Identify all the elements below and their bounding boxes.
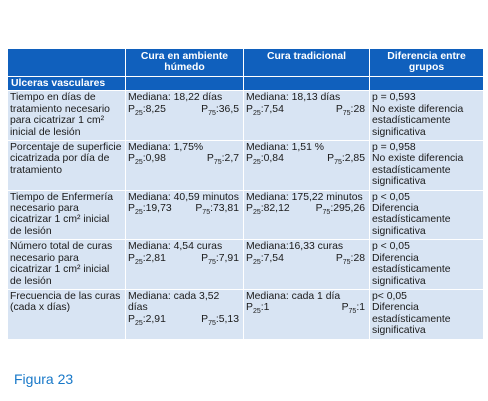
p75-percentile: $P_{75}:28$ (335, 103, 365, 117)
section-filler (126, 77, 244, 91)
traditional-cure-cell (244, 141, 370, 191)
median-value: Mediana: cada 3,52 días (128, 290, 220, 314)
p25-percentile: $P_{25}:19,73$ (128, 203, 172, 217)
difference-cell (370, 91, 484, 141)
difference-verdict: No existe diferencia estadísticamente significativa (372, 153, 464, 188)
median-value: Mediana: 40,59 minutos (128, 191, 239, 203)
section-filler (370, 77, 484, 91)
percentile-value: 8,25 (145, 103, 166, 115)
percentile-symbol: P (246, 203, 253, 215)
percentile-symbol: P (246, 103, 253, 115)
percentile-value: 5,13 (218, 313, 239, 325)
difference-verdict: No existe diferencia estadísticamente significativa (372, 103, 464, 138)
percentile-subscript: 75 (342, 258, 351, 266)
p75-percentile: $P_{75}:2,85$ (327, 153, 365, 167)
header-blank-cell (8, 49, 126, 77)
percentile-subscript: 75 (334, 159, 342, 167)
p25-percentile: $P_{25}:7,54$ (246, 252, 284, 266)
percentile-value: 1 (263, 302, 270, 314)
humid-cure-cell (126, 141, 244, 191)
percentile-value: 7,54 (263, 103, 284, 115)
section-label: Ulceras vasculares (8, 77, 126, 91)
p75-percentile: $P_{75}:5,13$ (201, 313, 239, 327)
results-table-container (7, 48, 483, 340)
humid-cure-cell (126, 289, 244, 339)
results-table (7, 48, 484, 340)
p75-percentile: $P_{75}:295,26$ (315, 203, 365, 217)
traditional-cure-cell (244, 190, 370, 240)
percentile-symbol: P (246, 252, 253, 264)
p-value: p < 0,05 (372, 241, 410, 253)
p-value: p < 0,05 (372, 191, 410, 203)
table-row (8, 240, 484, 290)
header-traditional-cure: Cura tradicional (244, 49, 370, 77)
p25-percentile: $P_{25}:7,54$ (246, 103, 284, 117)
p25-percentile: $P_{25}:0,84$ (246, 153, 284, 167)
median-value: Mediana: cada 1 día (246, 290, 341, 302)
percentile-value: 2,85 (344, 153, 365, 165)
percentile-line (246, 153, 367, 167)
percentile-subscript: 75 (213, 159, 222, 167)
percentile-value: 295,26 (333, 203, 365, 215)
percentile-subscript: 25 (252, 258, 261, 266)
p25-percentile: $P_{25}:8,25$ (128, 103, 166, 117)
p25-percentile: $P_{25}:2,91$ (128, 313, 166, 327)
percentile-symbol: P (128, 313, 135, 325)
percentile-subscript: 75 (322, 209, 331, 217)
percentile-symbol: P (246, 302, 253, 314)
percentile-symbol: P (128, 103, 135, 115)
row-label: Número total de curas necesario para cicatrizar 1 cm² inicial de lesión (8, 240, 126, 290)
percentile-line (128, 104, 241, 115)
percentile-subscript: 75 (348, 308, 357, 316)
percentile-symbol: P (201, 252, 209, 264)
table-row (8, 190, 484, 240)
percentile-symbol: P (128, 203, 135, 215)
difference-cell (370, 190, 484, 240)
p75-percentile: $P_{75}:7,91$ (201, 252, 239, 266)
percentile-subscript: 25 (252, 209, 261, 217)
percentile-line (128, 203, 241, 217)
median-value: Mediana: 1,75% (128, 142, 204, 154)
difference-verdict: Diferencia estadísticamente significativa (372, 302, 451, 337)
percentile-symbol: P (341, 302, 349, 314)
percentile-value: 28 (353, 103, 365, 115)
percentile-subscript: 75 (342, 109, 351, 117)
section-row (8, 77, 484, 91)
percentile-value: 2,7 (224, 153, 239, 165)
table-row (8, 91, 484, 141)
row-label: Frecuencia de las curas (cada x días) (8, 289, 126, 339)
percentile-symbol: P (201, 313, 209, 325)
p25-percentile: $P_{25}:2,81$ (128, 252, 166, 266)
table-row (8, 141, 484, 191)
median-value: Mediana: 175,22 minutos (246, 191, 363, 203)
header-group-difference: Diferencia entre grupos (370, 49, 484, 77)
row-label: Tiempo en días de tratamiento necesario para cicatrizar 1 cm² inicial de lesión (8, 91, 126, 141)
p-value: p = 0,958 (372, 142, 416, 154)
traditional-cure-cell (244, 240, 370, 290)
section-filler (244, 77, 370, 91)
percentile-subscript: 25 (134, 159, 143, 167)
traditional-cure-cell (244, 289, 370, 339)
humid-cure-cell (126, 240, 244, 290)
percentile-subscript: 25 (134, 209, 143, 217)
difference-verdict: Diferencia estadísticamente significativa (372, 203, 451, 237)
percentile-subscript: 75 (202, 209, 211, 217)
humid-cure-cell (126, 91, 244, 141)
percentile-subscript: 75 (208, 109, 216, 117)
p25-percentile: $P_{25}:0,98$ (128, 153, 166, 167)
humid-cure-cell (126, 190, 244, 240)
percentile-line (128, 314, 241, 325)
percentile-symbol: P (246, 153, 253, 165)
percentile-symbol: P (335, 103, 343, 115)
percentile-value: 2,91 (145, 313, 166, 325)
percentile-symbol: P (315, 203, 323, 215)
percentile-subscript: 25 (134, 258, 143, 266)
p75-percentile: $P_{75}:36,5$ (201, 103, 239, 117)
percentile-subscript: 75 (208, 319, 216, 327)
percentile-line (246, 203, 367, 217)
percentile-value: 19,73 (145, 203, 172, 215)
percentile-symbol: P (128, 153, 135, 165)
percentile-line (246, 104, 367, 115)
median-value: Mediana: 18,22 días (128, 92, 223, 104)
percentile-subscript: 25 (134, 109, 143, 117)
difference-cell (370, 141, 484, 191)
p-value: p< 0,05 (372, 290, 407, 302)
percentile-line (128, 253, 241, 264)
percentile-value: 73,81 (212, 203, 239, 215)
median-value: Mediana: 1,51 % (246, 142, 324, 154)
table-header-row (8, 49, 484, 77)
p-value: p = 0,593 (372, 92, 416, 104)
percentile-value: 0,84 (263, 153, 284, 165)
percentile-value: 36,5 (218, 103, 239, 115)
p75-percentile: $P_{75}:73,81$ (195, 203, 239, 217)
percentile-subscript: 25 (252, 109, 261, 117)
difference-cell (370, 240, 484, 290)
percentile-value: 28 (353, 252, 365, 264)
difference-verdict: Diferencia estadísticamente significativa (372, 252, 451, 287)
percentile-subscript: 25 (134, 319, 143, 327)
percentile-subscript: 75 (208, 258, 216, 266)
percentile-value: 0,98 (145, 153, 166, 165)
median-value: Mediana: 4,54 curas (128, 241, 223, 253)
percentile-value: 7,54 (263, 252, 284, 264)
percentile-value: 82,12 (263, 203, 290, 215)
percentile-symbol: P (201, 103, 209, 115)
percentile-line (246, 253, 367, 264)
traditional-cure-cell (244, 91, 370, 141)
percentile-line (246, 302, 367, 316)
percentile-symbol: P (335, 252, 343, 264)
percentile-symbol: P (128, 252, 135, 264)
percentile-value: 2,81 (145, 252, 166, 264)
difference-cell (370, 289, 484, 339)
p25-percentile: $P_{25}:82,12$ (246, 203, 290, 217)
table-body (8, 91, 484, 339)
median-value: Mediana:16,33 curas (246, 241, 344, 253)
percentile-line (128, 153, 241, 167)
p25-percentile: $P_{25}:1$ (246, 302, 270, 316)
percentile-value: 1 (359, 302, 365, 314)
percentile-symbol: P (206, 153, 214, 165)
percentile-symbol: P (327, 153, 335, 165)
median-value: Mediana: 18,13 días (246, 92, 341, 104)
p75-percentile: $P_{75}:1$ (341, 302, 365, 316)
table-row (8, 289, 484, 339)
percentile-subscript: 25 (252, 308, 261, 316)
p75-percentile: $P_{75}:28$ (335, 252, 365, 266)
figure-caption: Figura 23 (14, 371, 74, 387)
row-label: Tiempo de Enfermería necesario para cicatrizar 1 cm² inicial de lesión (8, 190, 126, 240)
p75-percentile: $P_{75}:2,7$ (206, 153, 239, 167)
row-label: Porcentaje de superficie cicatrizada por día de tratamiento (8, 141, 126, 191)
percentile-value: 7,91 (218, 252, 239, 264)
header-humid-cure: Cura en ambiente húmedo (126, 49, 244, 77)
percentile-subscript: 25 (252, 159, 261, 167)
percentile-symbol: P (195, 203, 203, 215)
